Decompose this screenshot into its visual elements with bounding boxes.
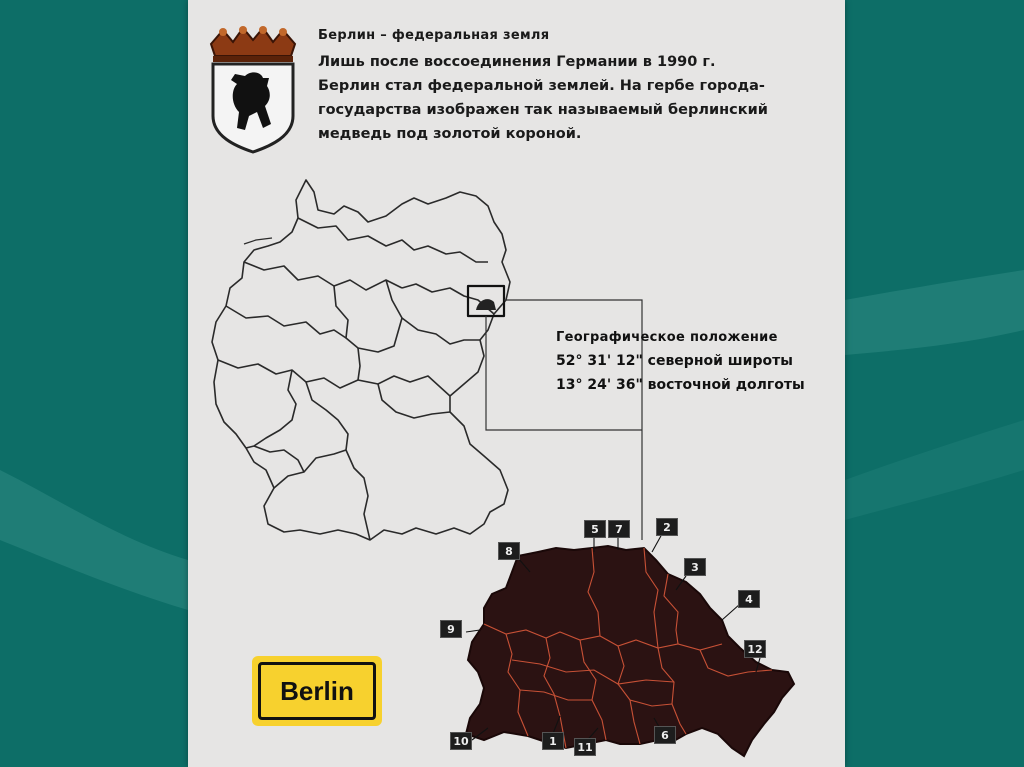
textbook-page xyxy=(188,0,845,767)
geo-heading: Географическое положение xyxy=(556,330,778,345)
intro-line: Лишь после воссоединения Германии в 1990 г. xyxy=(318,54,716,70)
berlin-road-sign xyxy=(252,656,382,726)
state-border xyxy=(306,382,370,540)
state-border xyxy=(226,306,346,338)
district-label: 11 xyxy=(574,738,596,756)
state-border xyxy=(298,218,488,262)
state-border xyxy=(218,360,450,396)
latitude: 52° 31' 12" северной широты xyxy=(556,353,793,369)
state-border xyxy=(246,370,296,448)
germany-map xyxy=(212,180,510,540)
district-label: 2 xyxy=(656,518,678,536)
district-label: 6 xyxy=(654,726,676,744)
state-border xyxy=(334,286,402,352)
district-label: 1 xyxy=(542,732,564,750)
district-label: 3 xyxy=(684,558,706,576)
state-border xyxy=(358,348,360,380)
geographic-position xyxy=(556,330,805,397)
district-label: 4 xyxy=(738,590,760,608)
state-border xyxy=(386,280,480,344)
district-label: 9 xyxy=(440,620,462,638)
state-border xyxy=(254,446,304,472)
district-label: 7 xyxy=(608,520,630,538)
longitude: 13° 24' 36" восточной долготы xyxy=(556,377,805,393)
intro-line: Берлин стал федеральной землей. На гербе города- xyxy=(318,78,765,94)
intro-line: государства изображен так называемый берлинский xyxy=(318,102,768,118)
page-title: Берлин – федеральная земля xyxy=(318,28,550,43)
district-label: 10 xyxy=(450,732,472,750)
district-label: 5 xyxy=(584,520,606,538)
intro-line: медведь под золотой короной. xyxy=(318,126,582,142)
district-label: 8 xyxy=(498,542,520,560)
berlin-sign-label: Berlin xyxy=(258,662,376,720)
state-border xyxy=(378,384,450,418)
state-border xyxy=(274,450,346,488)
state-border xyxy=(244,262,402,290)
district-label: 12 xyxy=(744,640,766,658)
germany-outline xyxy=(212,180,510,540)
